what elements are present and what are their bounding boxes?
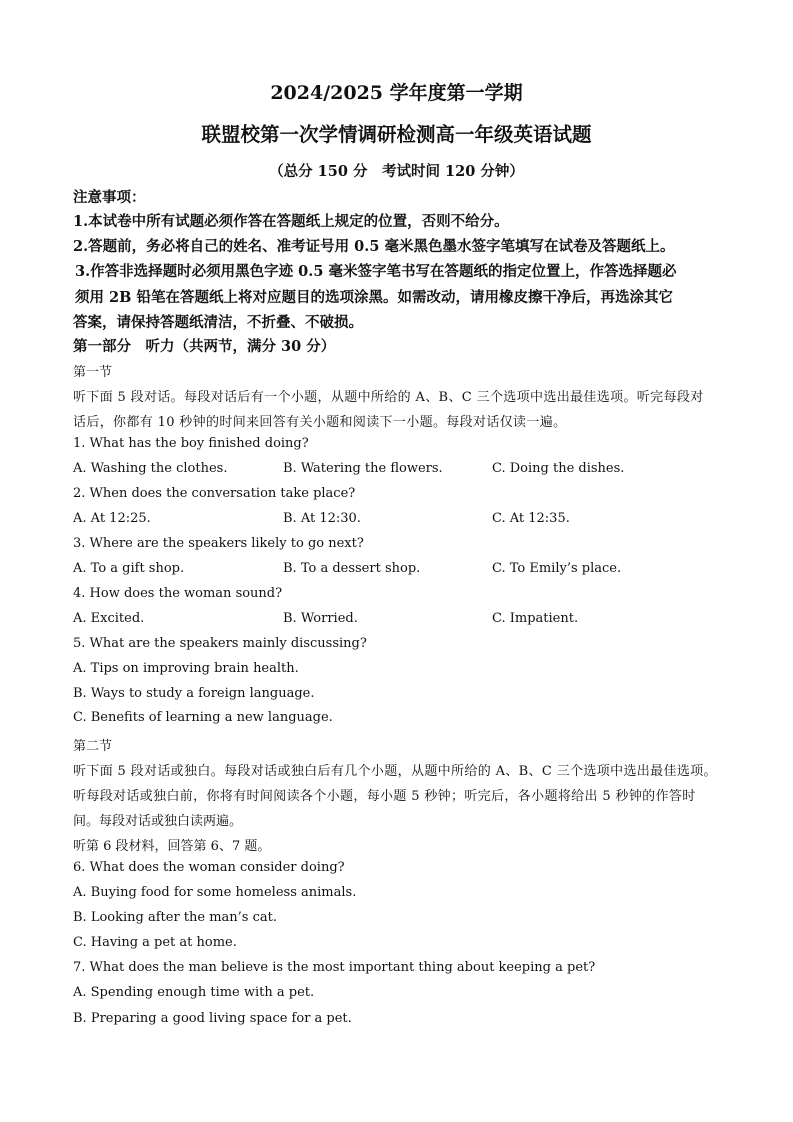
notice-item: 2.答题前，务必将自己的姓名、准考证号用 0.5 毫米黑色墨水签字笔填写在试卷及答题纸上。 bbox=[73, 238, 675, 255]
question-4: 4. How does the woman sound? bbox=[73, 586, 283, 601]
question-6-option-a: A. Buying food for some homeless animals. bbox=[73, 885, 357, 900]
question-4-option-b: B. Worried. bbox=[283, 611, 358, 626]
question-6-option-c: C. Having a pet at home. bbox=[73, 935, 237, 950]
question-4-option-c: C. Impatient. bbox=[492, 611, 579, 626]
question-2-option-a: A. At 12:25. bbox=[73, 511, 151, 526]
notice-item: 须用 2B 铅笔在答题纸上将对应题目的选项涂黑。如需改动，请用橡皮擦干净后，再选涂其它 bbox=[75, 289, 673, 306]
notice-item: 答案，请保持答题纸清洁，不折叠、不破损。 bbox=[73, 314, 363, 331]
material-note: 听第 6 段材料，回答第 6、7 题。 bbox=[73, 839, 271, 854]
part1-title: 第一部分 听力（共两节，满分 30 分） bbox=[73, 338, 336, 355]
notice-item: 3.作答非选择题时必须用黑色字迹 0.5 毫米签字笔书写在答题纸的指定位置上，作答选择题必 bbox=[75, 263, 677, 280]
question-1-option-b: B. Watering the flowers. bbox=[283, 461, 443, 476]
question-4-option-a: A. Excited. bbox=[73, 611, 145, 626]
question-5-option-a: A. Tips on improving brain health. bbox=[73, 661, 299, 676]
section2-instructions: 听下面 5 段对话或独白。每段对话或独白后有几个小题，从题中所给的 A、B、C 三个选项中选出最佳选项。 bbox=[73, 764, 717, 779]
notice-item: 1.本试卷中所有试题必须作答在答题纸上规定的位置，否则不给分。 bbox=[73, 213, 509, 230]
exam-title: 联盟校第一次学情调研检测高一年级英语试题 bbox=[201, 123, 592, 146]
question-5-option-b: B. Ways to study a foreign language. bbox=[73, 686, 315, 701]
section2-label: 第二节 bbox=[73, 739, 113, 754]
question-7-option-a: A. Spending enough time with a pet. bbox=[73, 985, 315, 1000]
question-5-option-c: C. Benefits of learning a new language. bbox=[73, 710, 333, 725]
exam-term-title: 2024/2025 学年度第一学期 bbox=[270, 82, 523, 104]
question-5: 5. What are the speakers mainly discussing? bbox=[73, 636, 367, 651]
question-6: 6. What does the woman consider doing? bbox=[73, 860, 345, 875]
section2-instructions: 听每段对话或独白前，你将有时间阅读各个小题，每小题 5 秒钟；听完后，各小题将给出 5 秒钟的作答时 bbox=[73, 789, 696, 804]
question-7-option-b: B. Preparing a good living space for a pet. bbox=[73, 1011, 352, 1026]
question-2: 2. When does the conversation take place? bbox=[73, 486, 356, 501]
section1-instructions: 听下面 5 段对话。每段对话后有一个小题，从题中所给的 A、B、C 三个选项中选出最佳选项。听完每段对 bbox=[73, 390, 704, 405]
question-3-option-b: B. To a dessert shop. bbox=[283, 561, 421, 576]
exam-score-time: （总分 150 分 考试时间 120 分钟） bbox=[269, 163, 524, 180]
section2-instructions: 间。每段对话或独白读两遍。 bbox=[73, 814, 243, 829]
question-3-option-c: C. To Emily’s place. bbox=[492, 561, 622, 576]
question-1: 1. What has the boy finished doing? bbox=[73, 436, 309, 451]
section1-instructions: 话后，你都有 10 秒钟的时间来回答有关小题和阅读下一小题。每段对话仅读一遍。 bbox=[73, 415, 567, 430]
question-6-option-b: B. Looking after the man’s cat. bbox=[73, 910, 277, 925]
question-1-option-c: C. Doing the dishes. bbox=[492, 461, 625, 476]
question-3-option-a: A. To a gift shop. bbox=[73, 561, 185, 576]
question-7: 7. What does the man believe is the most important thing about keeping a pet? bbox=[73, 960, 596, 975]
question-1-option-a: A. Washing the clothes. bbox=[73, 461, 228, 476]
question-2-option-c: C. At 12:35. bbox=[492, 511, 570, 526]
notice-heading: 注意事项： bbox=[73, 189, 146, 206]
question-3: 3. Where are the speakers likely to go next? bbox=[73, 536, 364, 551]
question-2-option-b: B. At 12:30. bbox=[283, 511, 361, 526]
section1-label: 第一节 bbox=[73, 365, 113, 380]
